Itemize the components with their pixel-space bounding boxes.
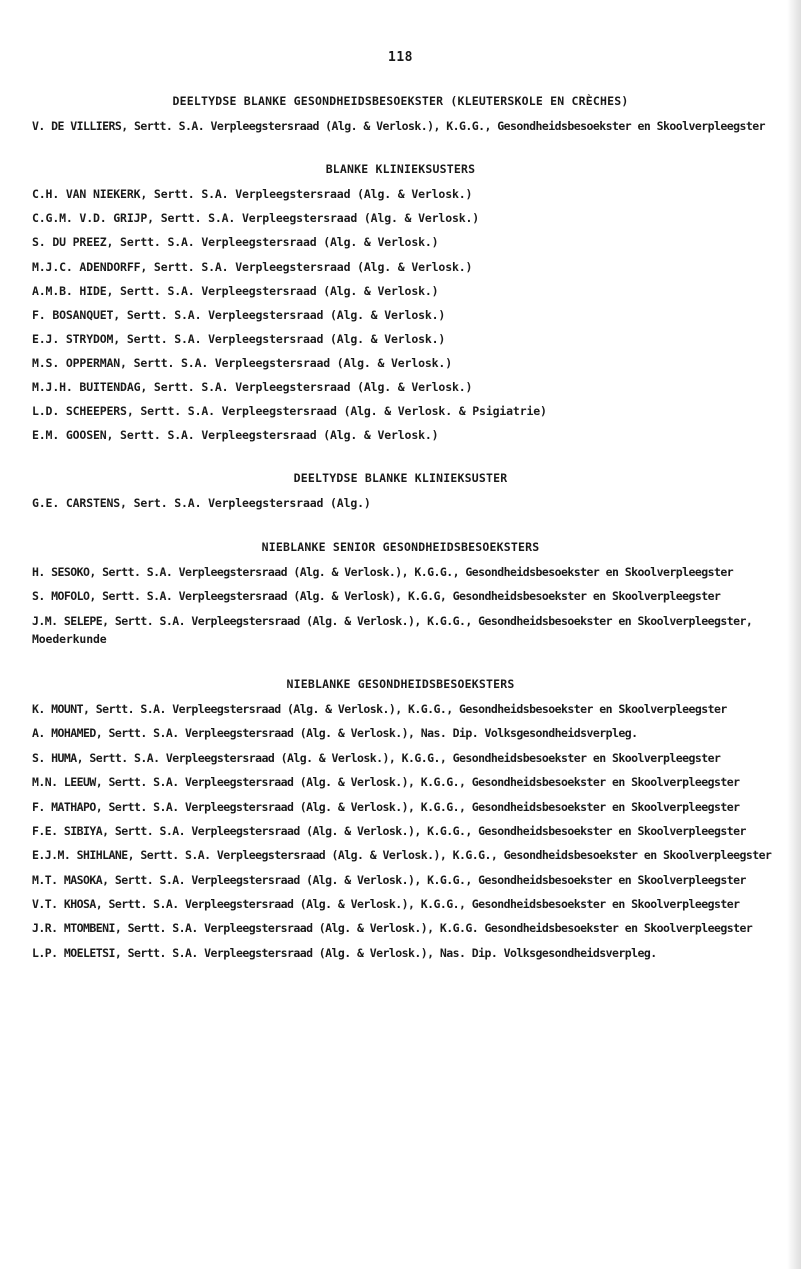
staff-entry: E.J. STRYDOM, Sertt. S.A. Verpleegstersraad (Alg. & Verlosk.)	[32, 332, 446, 346]
staff-entry: V.T. KHOSA, Sertt. S.A. Verpleegstersraad (Alg. & Verlosk.), K.G.G., Gesondheidsbesoekster en Skoolverpleegster	[32, 897, 740, 911]
section-heading-deeltydse-gesondheidsbesoekster: DEELTYDSE BLANKE GESONDHEIDSBESOEKSTER (KLEUTERSKOLE EN CRÈCHES)	[172, 94, 629, 108]
staff-entry: L.P. MOELETSI, Sertt. S.A. Verpleegstersraad (Alg. & Verlosk.), Nas. Dip. Volksgesondheidsverpleg.	[32, 946, 657, 960]
staff-entry: M.J.C. ADENDORFF, Sertt. S.A. Verpleegstersraad (Alg. & Verlosk.)	[32, 260, 473, 274]
staff-entry: F. MATHAPO, Sertt. S.A. Verpleegstersraad (Alg. & Verlosk.), K.G.G., Gesondheidsbesoekster en Skoolverpleegster	[32, 800, 740, 814]
staff-entry: A.M.B. HIDE, Sertt. S.A. Verpleegstersraad (Alg. & Verlosk.)	[32, 284, 439, 298]
staff-entry: E.M. GOOSEN, Sertt. S.A. Verpleegstersraad (Alg. & Verlosk.)	[32, 428, 439, 442]
staff-entry-continuation: Moederkunde	[32, 632, 107, 646]
staff-entry: J.M. SELEPE, Sertt. S.A. Verpleegstersraad (Alg. & Verlosk.), K.G.G., Gesondheidsbesoekster en Skoolverpleegster,	[32, 614, 753, 628]
staff-entry: H. SESOKO, Sertt. S.A. Verpleegstersraad (Alg. & Verlosk.), K.G.G., Gesondheidsbesoekster en Skoolverpleegster	[32, 565, 734, 579]
staff-entry: J.R. MTOMBENI, Sertt. S.A. Verpleegstersraad (Alg. & Verlosk.), K.G.G. Gesondheidsbesoekster en Skoolverpleegster	[32, 921, 753, 935]
staff-entry: E.J.M. SHIHLANE, Sertt. S.A. Verpleegstersraad (Alg. & Verlosk.), K.G.G., Gesondheidsbesoekster en Skoolverpleegster	[32, 848, 772, 862]
section-heading-deeltydse-klinieksuster: DEELTYDSE BLANKE KLINIEKSUSTER	[293, 471, 508, 485]
staff-entry: G.E. CARSTENS, Sert. S.A. Verpleegstersraad (Alg.)	[32, 496, 371, 510]
staff-entry: C.H. VAN NIEKERK, Sertt. S.A. Verpleegstersraad (Alg. & Verlosk.)	[32, 187, 473, 201]
section-heading-nieblanke-senior: NIEBLANKE SENIOR GESONDHEIDSBESOEKSTERS	[261, 540, 540, 554]
staff-entry: M.N. LEEUW, Sertt. S.A. Verpleegstersraad (Alg. & Verlosk.), K.G.G., Gesondheidsbesoekster en Skoolverpleegster	[32, 775, 740, 789]
staff-entry: V. DE VILLIERS, Sertt. S.A. Verpleegstersraad (Alg. & Verlosk.), K.G.G., Gesondheidsbesoekster en Skoolverpleegster	[32, 119, 765, 133]
staff-entry: C.G.M. V.D. GRIJP, Sertt. S.A. Verpleegstersraad (Alg. & Verlosk.)	[32, 211, 480, 225]
staff-entry: L.D. SCHEEPERS, Sertt. S.A. Verpleegstersraad (Alg. & Verlosk. & Psigiatrie)	[32, 404, 547, 418]
page-number: 118	[388, 50, 413, 65]
staff-entry: F.E. SIBIYA, Sertt. S.A. Verpleegstersraad (Alg. & Verlosk.), K.G.G., Gesondheidsbesoekster en Skoolverpleegster	[32, 824, 746, 838]
staff-entry: S. DU PREEZ, Sertt. S.A. Verpleegstersraad (Alg. & Verlosk.)	[32, 235, 439, 249]
staff-entry: M.T. MASOKA, Sertt. S.A. Verpleegstersraad (Alg. & Verlosk.), K.G.G., Gesondheidsbesoekster en Skoolverpleegster	[32, 873, 746, 887]
staff-entry: A. MOHAMED, Sertt. S.A. Verpleegstersraad (Alg. & Verlosk.), Nas. Dip. Volksgesondheidsverpleg.	[32, 726, 638, 740]
staff-entry: S. MOFOLO, Sertt. S.A. Verpleegstersraad (Alg. & Verlosk), K.G.G, Gesondheidsbesoekster en Skoolverpleegster	[32, 589, 721, 603]
staff-entry: F. BOSANQUET, Sertt. S.A. Verpleegstersraad (Alg. & Verlosk.)	[32, 308, 446, 322]
staff-entry: K. MOUNT, Sertt. S.A. Verpleegstersraad (Alg. & Verlosk.), K.G.G., Gesondheidsbesoekster en Skoolverpleegster	[32, 702, 727, 716]
staff-entry: M.J.H. BUITENDAG, Sertt. S.A. Verpleegstersraad (Alg. & Verlosk.)	[32, 380, 473, 394]
staff-entry: M.S. OPPERMAN, Sertt. S.A. Verpleegstersraad (Alg. & Verlosk.)	[32, 356, 452, 370]
page-edge-shadow	[787, 0, 801, 1269]
staff-entry: S. HUMA, Sertt. S.A. Verpleegstersraad (Alg. & Verlosk.), K.G.G., Gesondheidsbesoekster en Skoolverpleegster	[32, 751, 721, 765]
section-heading-blanke-klinieksusters: BLANKE KLINIEKSUSTERS	[325, 162, 476, 176]
section-heading-nieblanke-gesondheidsbesoeksters: NIEBLANKE GESONDHEIDSBESOEKSTERS	[286, 677, 515, 691]
